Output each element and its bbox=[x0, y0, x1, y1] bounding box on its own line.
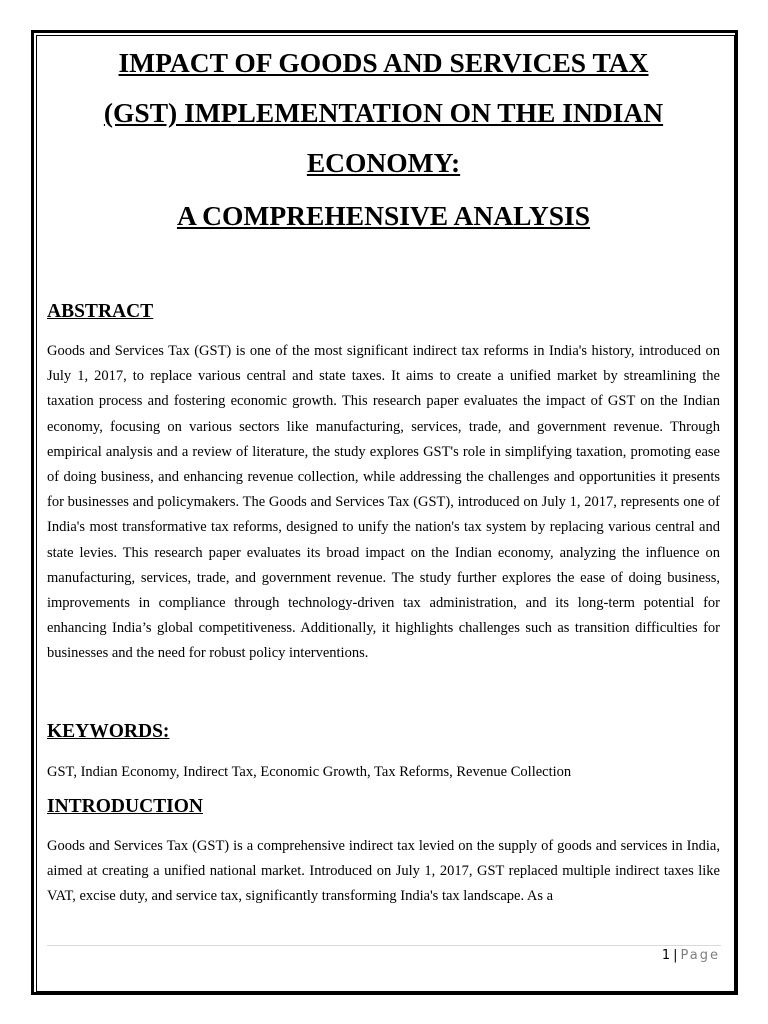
page-footer bbox=[662, 947, 720, 965]
footer-divider bbox=[47, 945, 721, 946]
title-line-2: (GST) IMPLEMENTATION ON THE INDIAN bbox=[103, 97, 664, 128]
page-content bbox=[47, 38, 720, 909]
introduction-text: Goods and Services Tax (GST) is a comprehensive indirect tax levied on the supply of goods and services in India, aimed at creating a unified national market. Introduced on July 1, 2017, GST replaced multiple indirect taxes like VAT, excise duty, and service tax, significantly transforming India's tax landscape. As a bbox=[47, 837, 720, 905]
page-number: 1 bbox=[661, 948, 671, 963]
keywords-text: GST, Indian Economy, Indirect Tax, Economic Growth, Tax Reforms, Revenue Collection bbox=[47, 763, 572, 780]
document-subtitle: A COMPREHENSIVE ANALYSIS bbox=[176, 200, 591, 231]
footer-separator: | bbox=[673, 948, 678, 963]
document-title bbox=[47, 38, 720, 188]
keywords-heading: KEYWORDS: bbox=[47, 720, 170, 742]
title-line-1: IMPACT OF GOODS AND SERVICES TAX bbox=[118, 47, 649, 78]
page-label: Page bbox=[680, 948, 720, 963]
abstract-text: Goods and Services Tax (GST) is one of the most significant indirect tax reforms in India's history, introduced on July 1, 2017, to replace various central and state taxes. It aims to create a unified market by streamlining the taxation process and fostering economic growth. This research paper evaluates the impact of GST on the Indian economy, focusing on various sectors like manufacturing, services, trade, and government revenue. Through empirical analysis and a review of literature, the study explores GST's role in simplifying taxation, promoting ease of doing business, and enhancing revenue collection, while addressing the challenges and opportunities it presents for businesses and policymakers. The Goods and Services Tax (GST), introduced on July 1, 2017, represents one of India's most transformative tax reforms, designed to unify the nation's tax system by replacing various central and state levies. This research paper evaluates its broad impact on the Indian economy, analyzing the influence on manufacturing, services, trade, and government revenue. The study further explores the ease of doing business, improvements in compliance through technology-driven tax administration, and its long-term potential for enhancing India’s global competitiveness. Additionally, it highlights challenges such as transition difficulties for businesses and the need for robust policy interventions. bbox=[47, 343, 720, 662]
title-line-3: ECONOMY: bbox=[306, 147, 461, 178]
introduction-heading: INTRODUCTION bbox=[47, 795, 204, 817]
abstract-heading: ABSTRACT bbox=[47, 301, 154, 322]
